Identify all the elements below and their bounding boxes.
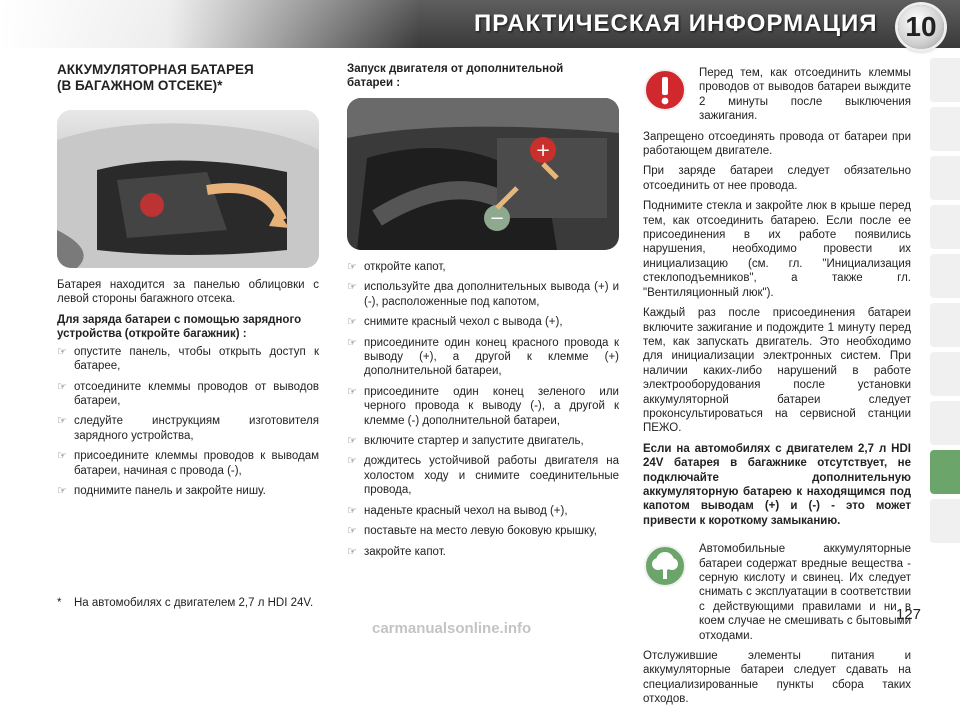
side-tabs [930,58,960,610]
list-item: ☞ поднимите панель и закройте нишу. [57,484,319,498]
eco-text: Автомобильные аккумуляторные батареи содержат вредные вещества - серную кислоту и свинец. Их следует снимать с эксплуатации в соответствии с действующими правилами и ни в коем случае не смешивать с бытовыми отходами. [699,543,911,642]
chapter-title: ПРАКТИЧЕСКАЯ ИНФОРМАЦИЯ [474,10,878,37]
paragraph: Каждый раз после присоединения батареи включите зажигание и подождите 1 минуту перед тем, как запускать двигатель. Это необходимо для инициализации электронных систем. При наличии каких-либо нарушений в работе электрооборудования после установки аккумуляторной батареи следует проконсультироваться на сервисной станции ПЕЖО. [643,307,911,435]
side-tab[interactable] [930,58,960,102]
chapter-number-badge: 10 [898,5,944,49]
tree-eco-icon [643,544,687,588]
charging-subheading: Для заряда батареи с помощью зарядного устройства (откройте багажник) : [57,313,302,340]
column-trunk-battery [57,62,319,504]
warning-note [643,66,911,130]
footnote-star: * [57,597,62,609]
list-item: ☞ включите стартер и запустите двигатель, [347,434,619,448]
footnote-text: На автомобилях с двигателем 2,7 л HDI 24V. [74,597,314,609]
side-tab[interactable] [930,352,960,396]
section-title-line1: АККУМУЛЯТОРНАЯ БАТАРЕЯ [57,62,254,77]
exclamation-warning-icon [643,68,687,112]
engine-bay-battery-photo [347,98,619,250]
paragraph: Поднимите стекла и закройте люк в крыше перед тем, как отсоединить батарею. Если после ее присоединения в их работе появились нарушения, необходимо провести их инициализацию (см. гл. "Инициализация стеклоподъемников", а также гл. "Вентиляционный люк"). [643,200,911,299]
list-item: ☞ присоедините клеммы проводов к выводам батареи, начиная с провода (-), [57,449,319,478]
svg-text:−: − [489,208,505,229]
side-tab[interactable] [930,254,960,298]
watermark: carmanualsonline.info [372,620,532,637]
eco-note [643,542,911,649]
list-item: ☞ опустите панель, чтобы открыть доступ к батарее, [57,345,319,374]
section-title-line2: (В БАГАЖНОМ ОТСЕКЕ)* [57,78,223,93]
paragraph: Отслужившие элементы питания и аккумуляторные батареи следует сдавать на специализированные пункты сбора таких отходов. [643,650,911,706]
hdi-warning: Если на автомобилях с двигателем 2,7 л HDI 24V батарея в багажнике отсутствует, не подключайте дополнительную аккумуляторную батарею к находящимся под капотом выводам (+) и (-) - это может привести к короткому замыканию. [643,442,911,527]
list-item: ☞ отсоедините клеммы проводов от выводов батареи, [57,380,319,409]
list-item: ☞ присоедините один конец зеленого или черного провода к выводу (-), а другой к клемме (-) дополнительной батареи, [347,385,619,428]
side-tab[interactable] [930,401,960,445]
page-number: 127 [896,606,922,623]
list-item: ☞ закройте капот. [347,545,619,559]
column-warnings [643,66,911,713]
jump-start-title-line2: батареи : [347,77,401,89]
side-tab[interactable] [930,303,960,347]
svg-text:+: + [535,140,551,161]
side-tab[interactable] [930,499,960,543]
jump-start-title [347,62,619,90]
list-item: ☞ наденьте красный чехол на вывод (+), [347,504,619,518]
jump-start-title-line1: Запуск двигателя от дополнительной [347,63,564,75]
trunk-battery-photo [57,110,319,268]
header-fade [0,0,420,48]
side-tab[interactable] [930,205,960,249]
paragraph: Запрещено отсоединять провода от батареи при работающем двигателе. [643,130,911,158]
list-item: ☞ дождитесь устойчивой работы двигателя на холостом ходу и снимите соединительные провода, [347,454,619,497]
list-item: ☞ снимите красный чехол с вывода (+), [347,315,619,329]
paragraph: При заряде батареи следует обязательно отсоединить от нее провода. [643,165,911,192]
charging-steps [57,345,319,499]
jump-start-steps [347,260,619,559]
list-item: ☞ следуйте инструкциям изготовителя зарядного устройства, [57,414,319,443]
list-item: ☞ откройте капот, [347,260,619,274]
side-tab-active[interactable] [930,450,960,494]
warning-text: Перед тем, как отсоединить клеммы проводов от выводов батареи выждите 2 минуты после выключения зажигания. [699,67,911,123]
trunk-intro: Батарея находится за панелью облицовки с левой стороны багажного отсека. [57,279,319,306]
side-tab[interactable] [930,156,960,200]
section-title [57,62,319,94]
list-item: ☞ используйте два дополнительных вывода (+) и (-), расположенные под капотом, [347,280,619,309]
list-item: ☞ присоедините один конец красного провода к выводу (+), а другой к клемме (+) дополнительной батареи, [347,336,619,379]
side-tab[interactable] [930,107,960,151]
column-jump-start [347,62,619,565]
footnote [57,596,319,610]
list-item: ☞ поставьте на место левую боковую крышку, [347,524,619,538]
